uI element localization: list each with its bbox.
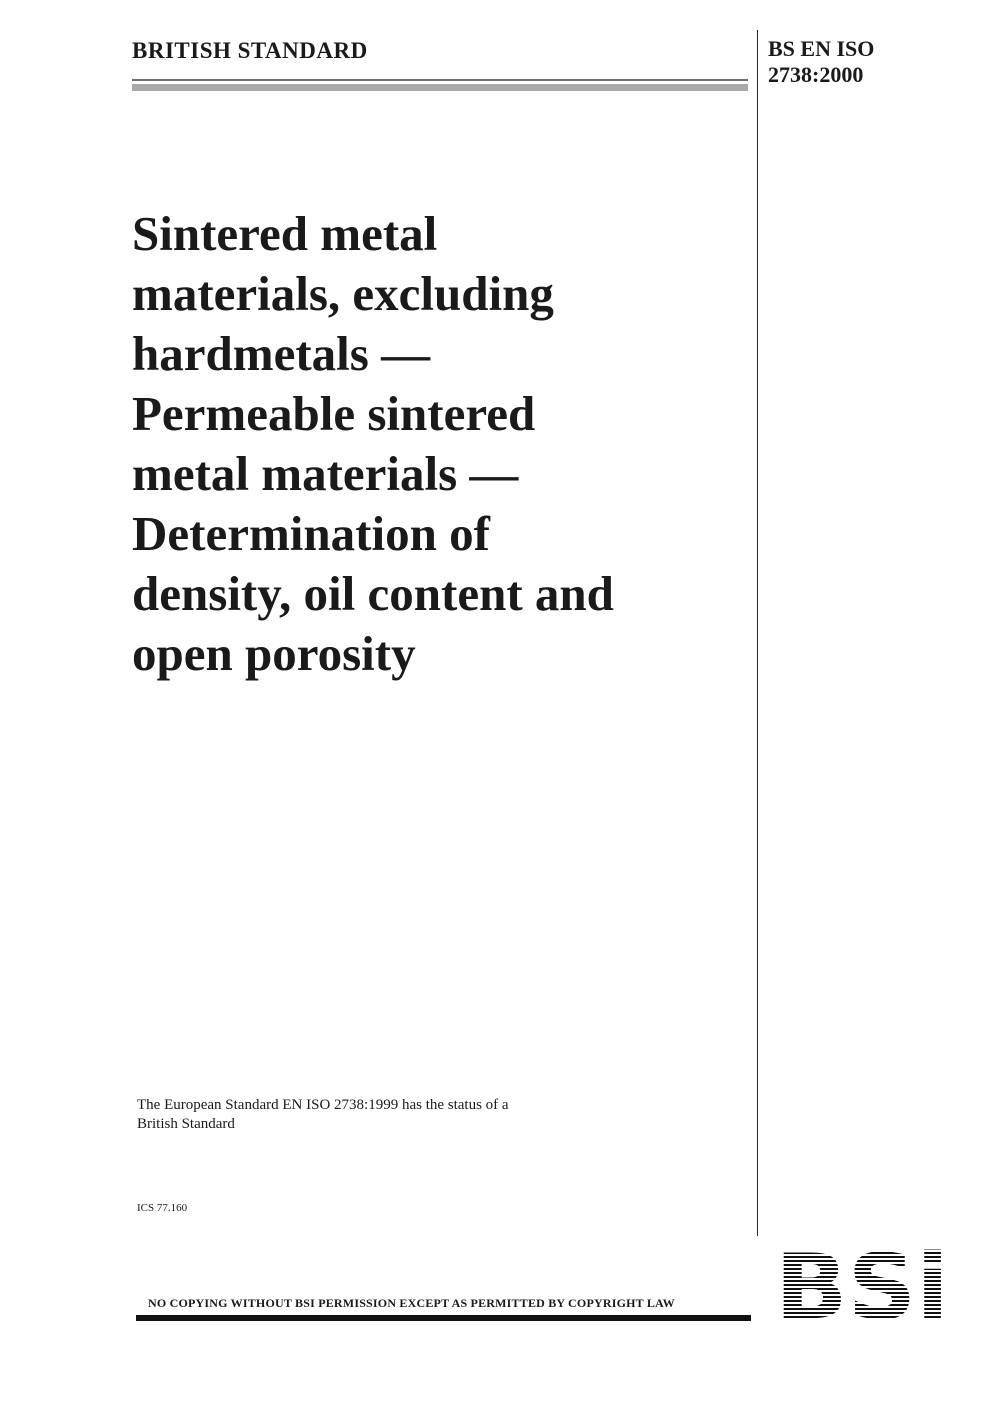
title-line: Determination of xyxy=(132,506,490,561)
svg-text:BSi: BSi xyxy=(775,1240,949,1325)
document-title xyxy=(132,204,742,684)
title-line: Permeable sintered xyxy=(132,386,536,441)
document-number-line-1: BS EN ISO xyxy=(768,36,875,61)
footer-rule xyxy=(136,1315,751,1321)
title-line: materials, excluding xyxy=(132,266,554,321)
copyright-notice: NO COPYING WITHOUT BSI PERMISSION EXCEPT AS PERMITTED BY COPYRIGHT LAW xyxy=(148,1296,675,1310)
status-note-line-2: British Standard xyxy=(137,1116,235,1132)
standard-type-label: BRITISH STANDARD xyxy=(132,38,368,63)
title-line: Sintered metal xyxy=(132,206,438,261)
document-number xyxy=(768,36,874,88)
title-line: open porosity xyxy=(132,626,416,681)
ics-code: ICS 77.160 xyxy=(137,1202,188,1214)
header-rule-thin xyxy=(132,79,748,81)
bsi-logo-icon xyxy=(775,1240,949,1325)
vertical-divider xyxy=(757,30,758,1236)
status-note-line-1: The European Standard EN ISO 2738:1999 has the status of a xyxy=(137,1097,509,1113)
document-number-line-2: 2738:2000 xyxy=(768,62,864,87)
title-line: density, oil content and xyxy=(132,566,614,621)
title-line: metal materials — xyxy=(132,446,519,501)
title-line: hardmetals — xyxy=(132,326,431,381)
status-note xyxy=(137,1096,509,1134)
header-rule-thick xyxy=(132,84,748,91)
